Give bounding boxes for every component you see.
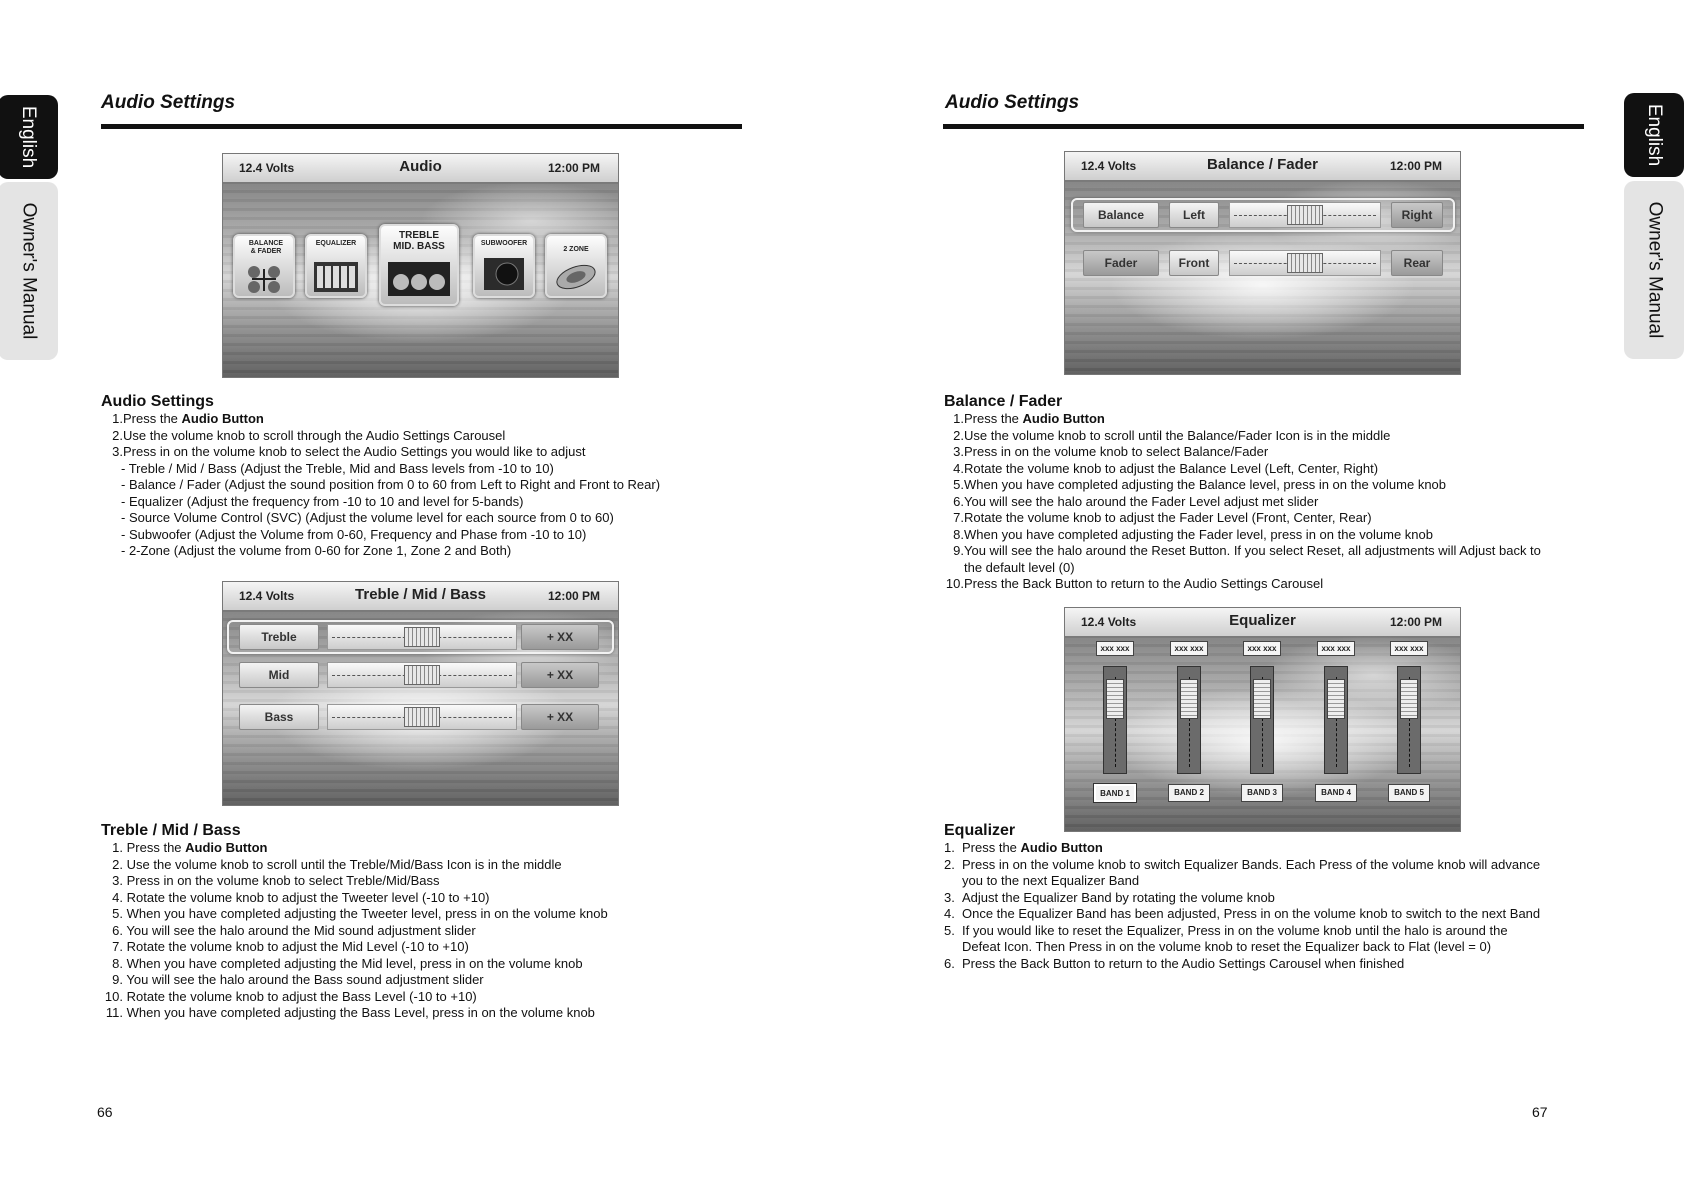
slider-knob[interactable] [404,627,440,647]
list-subitem: - 2-Zone (Adjust the volume from 0-60 for Zone 1, Zone 2 and Both) [121,543,512,558]
fader-label-button[interactable]: Fader [1083,250,1159,276]
slider-knob[interactable] [1253,679,1271,719]
band-2-button[interactable]: BAND 2 [1168,784,1210,802]
list-item: you to the next Equalizer Band [962,873,1140,888]
list-item: 10.Press the Back Button to return to the Audio Settings Carousel [945,576,1324,591]
band-5-button[interactable]: BAND 5 [1388,784,1430,802]
treble-mid-bass-tile[interactable]: TREBLE MID. BASS [379,224,459,306]
list-item: 2.Use the volume knob to scroll until the Balance/Fader Icon is in the middle [953,427,1391,443]
balance-slider[interactable] [1229,202,1381,228]
slider-knob[interactable] [1180,679,1198,719]
list-item: 8. When you have completed adjusting the Mid level, press in on the volume knob [112,955,583,971]
list-item: 1.Press the Audio Button [112,411,264,426]
list-item: 1.Press the Audio Button [953,411,1105,426]
side-tab-english-right[interactable]: English [1624,93,1684,177]
list-item: 2.Use the volume knob to scroll through the Audio Settings Carousel [112,427,506,443]
treble-mid-bass-screen [222,581,619,806]
side-tab-english-left[interactable]: English [0,95,58,179]
band-value: xxx xxx [1317,641,1355,656]
slider-knob[interactable] [1287,205,1323,225]
list-item: 10. Rotate the volume knob to adjust the Bass Level (-10 to +10) [104,988,477,1004]
mid-slider[interactable] [327,662,517,688]
slider-knob[interactable] [1287,253,1323,273]
list-item: 3.Press in on the volume knob to select the Audio Settings you would like to adjust [112,444,586,459]
band-2-slider[interactable] [1177,666,1201,774]
car-zone-icon [553,262,599,292]
front-label: Front [1169,250,1219,276]
slider-knob[interactable] [404,665,440,685]
slider-knob[interactable] [1400,679,1418,719]
bass-slider[interactable] [327,704,517,730]
mid-label-button[interactable]: Mid [239,662,319,688]
band-value: xxx xxx [1390,641,1428,656]
list-item: 3. Press in on the volume knob to select Treble/Mid/Bass [112,873,440,888]
tmb-steps [101,840,608,1022]
list-item: 4. Rotate the volume knob to adjust the Tweeter level (-10 to +10) [112,889,490,905]
slider-knob[interactable] [404,707,440,727]
screen-header [1065,608,1460,636]
screen-title: Equalizer [1229,612,1296,629]
list-item: Defeat Icon. Then Press in on the volume knob to reset the Equalizer back to Flat (level = 0) [962,939,1492,954]
list-item: 7.Rotate the volume knob to adjust the Fader Level (Front, Center, Rear) [953,510,1372,525]
band-value: xxx xxx [1243,641,1281,656]
volts-readout: 12.4 Volts [1081,615,1137,629]
list-item: 9. You will see the halo around the Bass sound adjustment slider [112,972,484,987]
audio-carousel-screen [222,153,619,378]
equalizer-screen [1064,607,1461,832]
volts-readout: 12.4 Volts [239,589,295,603]
subwoofer-tile[interactable]: SUBWOOFER [473,234,535,298]
list-item: 3.Press in on the volume knob to select Balance/Fader [953,444,1269,459]
treble-label-button[interactable]: Treble [239,624,319,650]
list-item: 6. Press the Back Button to return to the Audio Settings Carousel when finished [944,955,1405,971]
clock-readout: 12:00 PM [547,589,600,603]
list-item: 6. You will see the halo around the Mid sound adjustment slider [112,922,476,938]
screen-title: Audio [399,158,442,175]
tone-knobs-icon [388,262,450,296]
fader-slider[interactable] [1229,250,1381,276]
audio-steps [101,411,660,560]
list-item: 1. Press the Audio Button [112,840,268,855]
equalizer-tile[interactable]: EQUALIZER [305,234,367,298]
title-rule-left [101,124,742,129]
list-item: 8.When you have completed adjusting the Fader level, press in on the volume knob [953,526,1433,542]
band-1-slider[interactable] [1103,666,1127,774]
side-tab-owners-manual-right[interactable]: Owner's Manual [1624,181,1684,359]
volts-readout: 12.4 Volts [239,161,295,175]
side-tab-owners-manual-left[interactable]: Owner's Manual [0,182,58,360]
screen-title: Balance / Fader [1207,156,1318,173]
treble-slider[interactable] [327,624,517,650]
list-item: 5. When you have completed adjusting the Tweeter level, press in on the volume knob [112,906,608,921]
list-item: 2. Press in on the volume knob to switch Equalizer Bands. Each Press of the volume knob will advance [944,856,1541,872]
screen-header [1065,152,1460,180]
screen-header [223,154,618,182]
bass-label-button[interactable]: Bass [239,704,319,730]
clock-readout: 12:00 PM [1389,159,1442,173]
title-rule-right [943,124,1584,129]
screen-header [223,582,618,610]
list-item: the default level (0) [964,559,1075,575]
page-title-left: Audio Settings [101,92,236,113]
section-heading-equalizer: Equalizer [944,822,1016,839]
list-item: 3. Adjust the Equalizer Band by rotating the volume knob [944,889,1275,905]
band-3-slider[interactable] [1250,666,1274,774]
clock-readout: 12:00 PM [547,161,600,175]
band-4-button[interactable]: BAND 4 [1315,784,1357,802]
volts-readout: 12.4 Volts [1081,159,1137,173]
list-subitem: - Source Volume Control (SVC) (Adjust the volume level for each source from 0 to 60) [121,510,614,525]
list-subitem: - Balance / Fader (Adjust the sound position from 0 to 60 from Left to Right and Front to Rear) [121,477,661,492]
left-label: Left [1169,202,1219,228]
list-item: 9.You will see the halo around the Reset Button. If you select Reset, all adjustments will Adjust back to [953,543,1541,558]
equalizer-steps [944,840,1540,972]
list-item: 1. Press the Audio Button [944,840,1103,855]
list-subitem: - Treble / Mid / Bass (Adjust the Treble, Mid and Bass levels from -10 to 10) [121,460,554,476]
slider-knob[interactable] [1327,679,1345,719]
list-item: 5. If you would like to reset the Equalizer, Press in on the volume knob until the halo is around the [944,922,1508,938]
slider-knob[interactable] [1106,679,1124,719]
balance-fader-steps [944,411,1541,593]
list-item: 7. Rotate the volume knob to adjust the Mid Level (-10 to +10) [112,939,469,954]
page-number-right: 67 [1532,1104,1548,1120]
balance-label-button[interactable]: Balance [1083,202,1159,228]
clock-readout: 12:00 PM [1389,615,1442,629]
page-number-left: 66 [97,1104,113,1120]
treble-value: + XX [521,624,599,650]
section-heading-balance-fader: Balance / Fader [944,393,1063,410]
list-subitem: - Subwoofer (Adjust the Volume from 0-60, Frequency and Phase from -10 to 10) [121,526,587,542]
band-5-slider[interactable] [1397,666,1421,774]
band-4-slider[interactable] [1324,666,1348,774]
rear-label: Rear [1391,250,1443,276]
band-value: xxx xxx [1096,641,1134,656]
section-heading-audio: Audio Settings [101,393,214,410]
right-label: Right [1391,202,1443,228]
balance-fader-tile[interactable]: BALANCE & FADER [233,234,295,298]
list-item: 11. When you have completed adjusting the Bass Level, press in on the volume knob [105,1005,595,1020]
section-heading-tmb: Treble / Mid / Bass [101,822,241,839]
page-title-right: Audio Settings [945,92,1080,113]
two-zone-tile[interactable]: 2 ZONE [545,234,607,298]
list-subitem: - Equalizer (Adjust the frequency from -10 to 10 and level for 5-bands) [121,493,524,509]
subwoofer-icon [482,256,526,292]
list-item: 5.When you have completed adjusting the Balance level, press in on the volume knob [953,477,1447,492]
band-value: xxx xxx [1170,641,1208,656]
mid-value: + XX [521,662,599,688]
list-item: 4.Rotate the volume knob to adjust the Balance Level (Left, Center, Right) [953,460,1379,476]
band-1-button[interactable]: BAND 1 [1094,784,1136,802]
bass-value: + XX [521,704,599,730]
screen-title: Treble / Mid / Bass [355,586,486,603]
list-item: 2. Use the volume knob to scroll until the Treble/Mid/Bass Icon is in the middle [112,856,562,872]
balance-fader-screen [1064,151,1461,375]
speaker-cross-icon [244,264,284,294]
list-item: 4. Once the Equalizer Band has been adjusted, Press in on the volume knob to switch to the next Band [944,906,1541,921]
band-3-button[interactable]: BAND 3 [1241,784,1283,802]
list-item: 6.You will see the halo around the Fader Level adjust met slider [953,493,1319,509]
equalizer-icon [314,262,358,292]
